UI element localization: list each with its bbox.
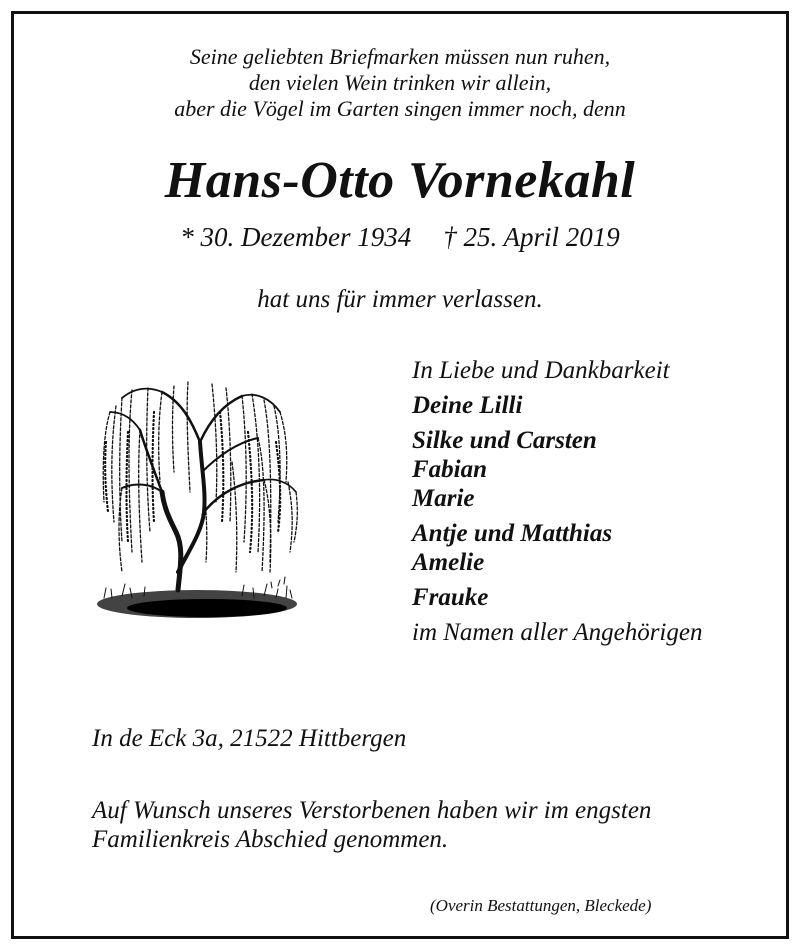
notice-line: Familienkreis Abschied genommen. <box>92 826 449 853</box>
funeral-notice <box>92 796 651 854</box>
address: In de Eck 3a, 21522 Hittbergen <box>92 725 407 752</box>
signer-name: Deine Lilli <box>412 392 523 419</box>
birth-date: * 30. Dezember 1934 <box>180 222 412 252</box>
signer-name: Amelie <box>412 549 485 576</box>
weeping-willow-icon <box>92 372 307 652</box>
signer-name: Antje und Matthias <box>412 520 613 547</box>
signer-name: Silke und Carsten <box>412 427 597 454</box>
poem-line: Seine geliebten Briefmarken müssen nun ruhen, <box>189 44 611 69</box>
signers-intro: In Liebe und Dankbarkeit <box>412 357 670 384</box>
death-date: † 25. April 2019 <box>443 222 620 252</box>
poem-line: aber die Vögel im Garten singen immer noch, denn <box>174 96 626 121</box>
signer-name: Marie <box>412 485 475 512</box>
signer-name: Frauke <box>412 584 489 611</box>
passing-message: hat uns für immer verlassen. <box>257 286 543 313</box>
signer-group <box>412 519 702 577</box>
signer-group <box>412 583 702 612</box>
signers-block <box>412 356 702 647</box>
signer-group <box>412 426 702 513</box>
poem-line: den vielen Wein trinken wir allein, <box>248 70 552 95</box>
life-dates <box>0 220 800 254</box>
poem <box>0 44 800 122</box>
signer-name: Fabian <box>412 456 488 483</box>
notice-line: Auf Wunsch unseres Verstorbenen haben wir im engsten <box>92 797 652 824</box>
signers-outro: im Namen aller Angehörigen <box>412 619 703 646</box>
deceased-name: Hans-Otto Vornekahl <box>164 152 636 209</box>
signer-group <box>412 391 702 420</box>
funeral-home: (Overin Bestattungen, Bleckede) <box>430 896 652 915</box>
